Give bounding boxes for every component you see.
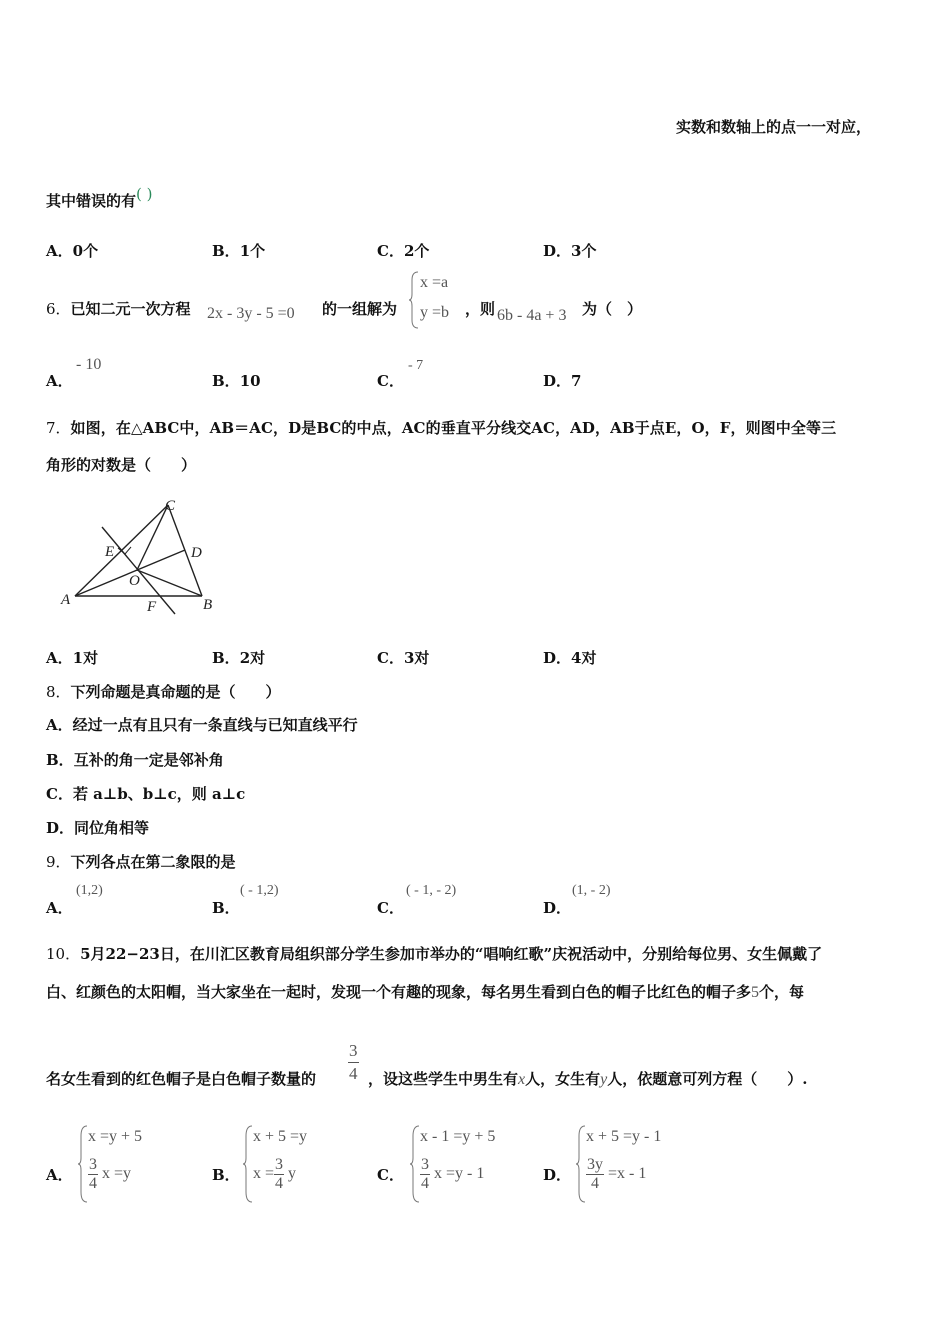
q5-tail: 其中错误的有 [46, 192, 137, 210]
q7-number: 7． [46, 419, 71, 437]
q6-option-c[interactable]: C． [377, 372, 404, 390]
q6-option-b[interactable]: B．10 [212, 372, 261, 390]
q9-stem [46, 851, 236, 872]
q7-stem-line-1 [46, 417, 836, 438]
q6-system-line-2: y =b [420, 304, 450, 321]
q6-text-2: 的一组解为 [322, 300, 398, 318]
q10-fraction: $\frac{3}{4}$ [349, 1041, 358, 1083]
q6-equation: 2x - 3y - 5 =0 [207, 305, 295, 322]
q9-option-c-value: ( - 1, - 2) [406, 883, 457, 898]
q9-option-a-value: (1,2) [76, 883, 103, 898]
q5-option-b[interactable]: B．1个 [212, 242, 266, 260]
label-c: C [165, 498, 176, 514]
q9-number: 9． [46, 853, 71, 871]
q8-text: 下列命题是真命题的是（ ） [70, 683, 281, 701]
segment-ob [137, 570, 202, 596]
q10-option-b-system: x + 5 =y x = $\frac{3}{4}$ y [243, 1124, 333, 1204]
q8-option-d[interactable]: D．同位角相等 [46, 819, 150, 837]
q6-option-a-value: - 10 [76, 356, 102, 373]
q9-option-d-value: (1, - 2) [572, 883, 611, 898]
q10-option-d[interactable]: D． [543, 1166, 572, 1184]
q7-option-a[interactable]: A．1对 [46, 649, 99, 667]
q7-triangle-figure [55, 492, 225, 617]
q6-option-d[interactable]: D．7 [543, 372, 582, 390]
q10-line-3-rest: ，设这些学生中男生有x人，女生有y人，依题意可列方程（ ）. [368, 1070, 808, 1088]
q7-line-1: 如图，在△ABC中，AB＝AC，D是BC的中点，AC的垂直平分线交AC，AD，AB于点E，O，F，则图中全等三 [70, 419, 837, 437]
q9-text: 下列各点在第二象限的是 [70, 853, 236, 871]
q10-var-y: y [600, 1071, 608, 1088]
q6-system-line-1: x =a [420, 274, 449, 291]
q5-option-c[interactable]: C．2个 [377, 242, 430, 260]
q6-option-a[interactable]: A． [46, 372, 73, 390]
q10-line-3a: 名女生看到的红色帽子是白色帽子数量的 [46, 1070, 317, 1088]
brace-icon [408, 270, 420, 330]
q5-paren: ( ) [136, 185, 153, 203]
q10-line-2b: 个，每 [759, 983, 805, 1001]
q5-tail-text [46, 185, 153, 211]
q6-text-4: 为（ ） [582, 300, 643, 318]
q10-option-c[interactable]: C． [377, 1166, 404, 1184]
q8-option-c[interactable]: C．若 a⊥b、b⊥c，则 a⊥c [46, 785, 246, 803]
q8-option-a[interactable]: A．经过一点有且只有一条直线与已知直线平行 [46, 716, 358, 734]
q10-line-2-number: 5 [751, 984, 760, 1001]
label-d: D [191, 545, 202, 561]
q6-expression: 6b - 4a + 3 [497, 307, 567, 324]
q10-option-d-system: x + 5 =y - 1 $\frac{3y}{4}$ =x - 1 [576, 1124, 686, 1204]
q6-text-1: 已知二元一次方程 [70, 300, 191, 318]
q10-line-2a: 白、红颜色的太阳帽，当大家坐在一起时，发现一个有趣的现象，每名男生看到白色的帽子比红色的帽子多 [46, 983, 752, 1001]
q6-option-c-value: - 7 [408, 358, 424, 373]
q10-var-x: x [518, 1071, 526, 1088]
q5-option-d[interactable]: D．3个 [543, 242, 597, 260]
q10-number: 10． [46, 945, 81, 963]
q6-number: 6． [46, 300, 71, 318]
q7-option-b[interactable]: B．2对 [212, 649, 266, 667]
label-e: E [105, 544, 115, 560]
q10-line-1: 5月22−23日，在川汇区教育局组织部分学生参加市举办的“唱响红歌”庆祝活动中，分别给每位男、女生佩戴了 [80, 945, 823, 963]
brace-icon [78, 1124, 88, 1204]
label-b: B [203, 597, 213, 613]
segment-oc [137, 505, 168, 570]
q9-option-b-value: ( - 1,2) [240, 883, 279, 898]
q10-stem-line-2 [46, 981, 804, 1002]
label-a: A [61, 592, 71, 608]
q7-line-2: 角形的对数是（ ） [46, 456, 197, 474]
q6-solution-system [408, 270, 468, 330]
brace-icon [243, 1124, 253, 1204]
label-f: F [147, 599, 157, 615]
q7-option-c[interactable]: C．3对 [377, 649, 430, 667]
q8-stem [46, 681, 281, 702]
q6-stem [46, 298, 191, 319]
q9-option-c[interactable]: C． [377, 899, 404, 917]
q9-option-a[interactable]: A． [46, 899, 73, 917]
q9-option-b[interactable]: B． [212, 899, 240, 917]
q8-option-b[interactable]: B．互补的角一定是邻补角 [46, 751, 224, 769]
brace-icon [576, 1124, 586, 1204]
q10-option-b[interactable]: B． [212, 1166, 240, 1184]
q10-option-c-system: x - 1 =y + 5 $\frac{3}{4}$ x =y - 1 [410, 1124, 520, 1204]
q7-option-d[interactable]: D．4对 [543, 649, 597, 667]
q10-option-a-system: x =y + 5 $\frac{3}{4}$ x =y [78, 1124, 168, 1204]
q9-option-d[interactable]: D． [543, 899, 572, 917]
q5-option-a[interactable]: A．0个 [46, 242, 99, 260]
q10-option-a[interactable]: A． [46, 1166, 73, 1184]
q8-number: 8． [46, 683, 71, 701]
q6-text-3: ，则 [465, 300, 496, 318]
q10-stem-line-1 [46, 943, 822, 964]
perpendicular-bisector [102, 527, 175, 614]
brace-icon [410, 1124, 420, 1204]
continuation-text: 实数和数轴上的点一一对应， [676, 118, 872, 136]
label-o: O [129, 573, 140, 589]
